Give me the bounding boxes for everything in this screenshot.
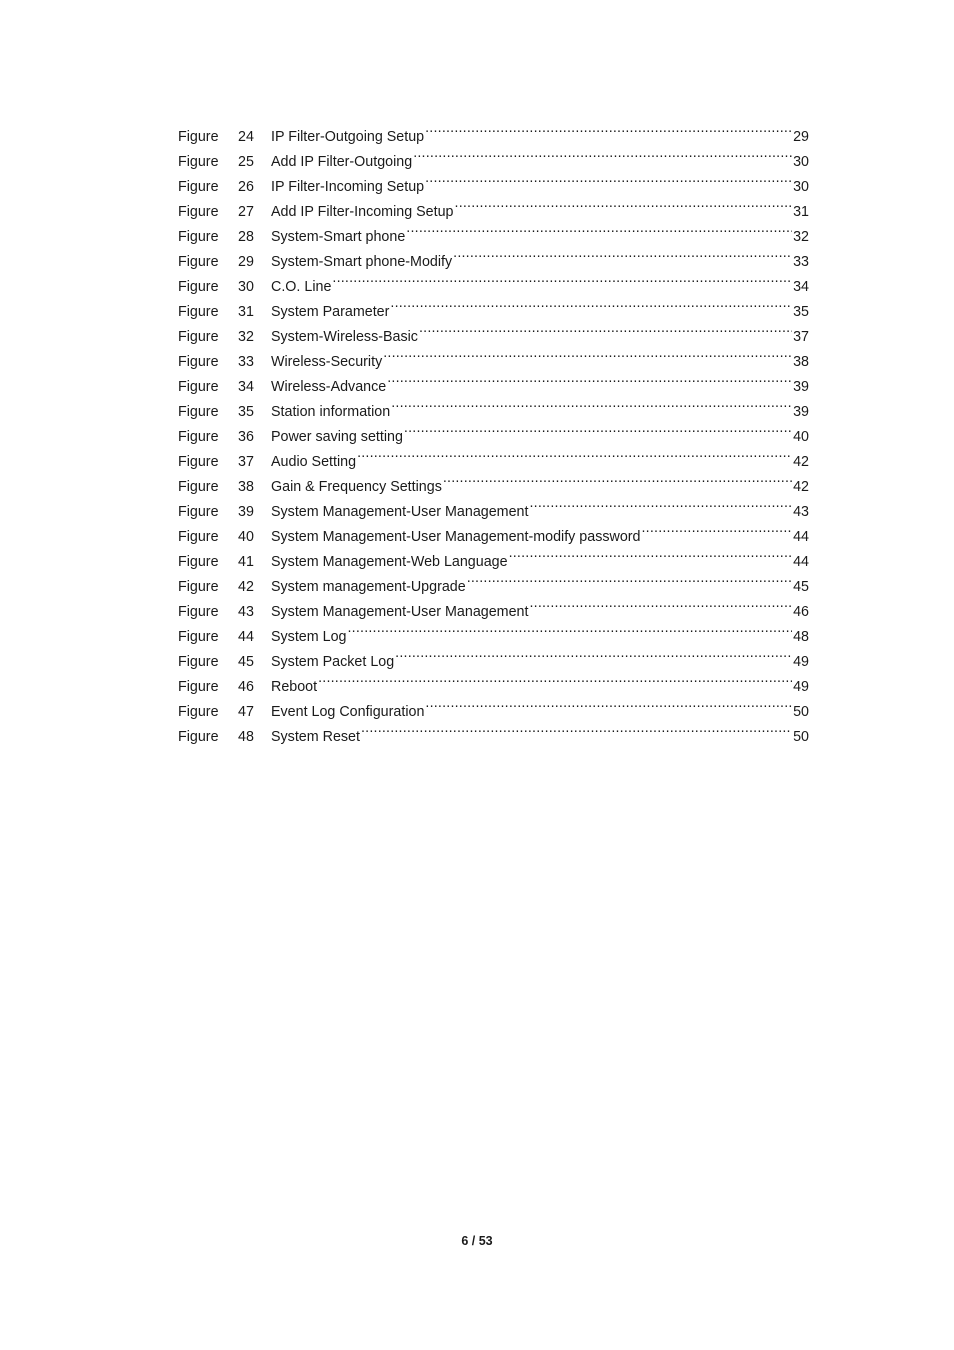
toc-entry-number: 35 bbox=[238, 404, 254, 420]
toc-entry-page-number: 44 bbox=[793, 554, 809, 570]
toc-entry-number: 26 bbox=[238, 179, 254, 195]
toc-entry-number: 45 bbox=[238, 654, 254, 670]
toc-entry-page-number: 34 bbox=[793, 279, 809, 295]
toc-entry-title: Add IP Filter-Incoming Setup bbox=[271, 204, 454, 220]
toc-entry-number: 38 bbox=[238, 479, 254, 495]
toc-entry-title: IP Filter-Outgoing Setup bbox=[271, 129, 425, 145]
toc-entry-title: Gain & Frequency Settings bbox=[271, 479, 442, 495]
toc-entry-label: Figure bbox=[178, 454, 219, 470]
dot-leader bbox=[425, 691, 792, 716]
toc-entry-title: Add IP Filter-Outgoing bbox=[271, 154, 413, 170]
toc-entry-label: Figure bbox=[178, 254, 219, 270]
toc-entry-label: Figure bbox=[178, 654, 219, 670]
toc-entry-label: Figure bbox=[178, 504, 219, 520]
toc-entry-number: 25 bbox=[238, 154, 254, 170]
dot-leader bbox=[383, 341, 792, 366]
dot-leader bbox=[413, 141, 792, 166]
toc-entry-label: Figure bbox=[178, 354, 219, 370]
toc-entry-page-number: 31 bbox=[793, 204, 809, 220]
toc-entry-title: System Management-Web Language bbox=[271, 554, 508, 570]
toc-entry-title: System Management-User Management bbox=[271, 604, 529, 620]
toc-entry-title: Event Log Configuration bbox=[271, 704, 425, 720]
toc-entry-label: Figure bbox=[178, 404, 219, 420]
toc-entry-title: System-Wireless-Basic bbox=[271, 329, 418, 345]
toc-entry-page-number: 32 bbox=[793, 229, 809, 245]
toc-entry-number: 24 bbox=[238, 129, 254, 145]
dot-leader bbox=[391, 391, 792, 416]
toc-entry-label: Figure bbox=[178, 479, 219, 495]
toc-entry-title: IP Filter-Incoming Setup bbox=[271, 179, 425, 195]
toc-entry-label: Figure bbox=[178, 629, 219, 645]
toc-entry-page-number: 40 bbox=[793, 429, 809, 445]
dot-leader bbox=[332, 266, 792, 291]
toc-entry-page-number: 43 bbox=[793, 504, 809, 520]
dot-leader bbox=[455, 191, 793, 216]
toc-entry-number: 43 bbox=[238, 604, 254, 620]
toc-entry-number: 32 bbox=[238, 329, 254, 345]
toc-entry-title: Reboot bbox=[271, 679, 318, 695]
toc-entry-label: Figure bbox=[178, 579, 219, 595]
toc-entry-label: Figure bbox=[178, 204, 219, 220]
toc-entry-title: System Log bbox=[271, 629, 347, 645]
toc-entry-page-number: 44 bbox=[793, 529, 809, 545]
toc-entry-page-number: 49 bbox=[793, 654, 809, 670]
dot-leader bbox=[443, 466, 792, 491]
toc-entry-number: 42 bbox=[238, 579, 254, 595]
dot-leader bbox=[467, 566, 792, 591]
toc-entry-page-number: 50 bbox=[793, 729, 809, 745]
toc-entry-number: 48 bbox=[238, 729, 254, 745]
toc-entry-title: Power saving setting bbox=[271, 429, 403, 445]
toc-entry-title: System Parameter bbox=[271, 304, 390, 320]
toc-entry-page-number: 39 bbox=[793, 404, 809, 420]
dot-leader bbox=[361, 716, 792, 741]
toc-entry-page-number: 45 bbox=[793, 579, 809, 595]
toc-entry-page-number: 38 bbox=[793, 354, 809, 370]
toc-entry-label: Figure bbox=[178, 679, 219, 695]
toc-entry-page-number: 46 bbox=[793, 604, 809, 620]
dot-leader bbox=[318, 666, 792, 691]
toc-entry-label: Figure bbox=[178, 154, 219, 170]
toc-entry-label: Figure bbox=[178, 704, 219, 720]
toc-entry-title: Audio Setting bbox=[271, 454, 357, 470]
toc-entry-page-number: 50 bbox=[793, 704, 809, 720]
toc-entry-title: C.O. Line bbox=[271, 279, 332, 295]
toc-entry-number: 39 bbox=[238, 504, 254, 520]
toc-entry-title: System Management-User Management bbox=[271, 504, 529, 520]
toc-entry-page-number: 30 bbox=[793, 154, 809, 170]
dot-leader bbox=[406, 216, 792, 241]
toc-entry-label: Figure bbox=[178, 429, 219, 445]
page-number-footer: 6 / 53 bbox=[461, 1234, 493, 1248]
toc-entry-label: Figure bbox=[178, 604, 219, 620]
toc-entry-number: 29 bbox=[238, 254, 254, 270]
toc-entry-page-number: 29 bbox=[793, 129, 809, 145]
toc-entry-number: 47 bbox=[238, 704, 254, 720]
dot-leader bbox=[348, 616, 793, 641]
dot-leader bbox=[529, 491, 792, 516]
toc-entry-number: 36 bbox=[238, 429, 254, 445]
toc-entry-page-number: 33 bbox=[793, 254, 809, 270]
toc-entry-label: Figure bbox=[178, 529, 219, 545]
toc-entry-number: 28 bbox=[238, 229, 254, 245]
toc-entry-number: 41 bbox=[238, 554, 254, 570]
toc-entry-title: System management-Upgrade bbox=[271, 579, 466, 595]
toc-entry-page-number: 30 bbox=[793, 179, 809, 195]
toc-entry-label: Figure bbox=[178, 179, 219, 195]
toc-entry-number: 33 bbox=[238, 354, 254, 370]
toc-entry-page-number: 42 bbox=[793, 454, 809, 470]
dot-leader bbox=[509, 541, 793, 566]
toc-entry-page-number: 48 bbox=[793, 629, 809, 645]
toc-entry-page-number: 39 bbox=[793, 379, 809, 395]
toc-entry-number: 34 bbox=[238, 379, 254, 395]
toc-entry-title: System Packet Log bbox=[271, 654, 395, 670]
toc-entry-title: System Management-User Management-modify password bbox=[271, 529, 641, 545]
toc-entry-title: Wireless-Security bbox=[271, 354, 383, 370]
toc-entry-page-number: 37 bbox=[793, 329, 809, 345]
toc-entry-title: Wireless-Advance bbox=[271, 379, 387, 395]
dot-leader bbox=[642, 516, 793, 541]
toc-entry-title: System-Smart phone-Modify bbox=[271, 254, 453, 270]
toc-entry-number: 46 bbox=[238, 679, 254, 695]
table-of-figures bbox=[178, 116, 809, 745]
toc-entry-figure-24[interactable] bbox=[178, 116, 809, 145]
dot-leader bbox=[387, 366, 792, 391]
toc-entry-number: 30 bbox=[238, 279, 254, 295]
dot-leader bbox=[529, 591, 792, 616]
dot-leader bbox=[395, 641, 792, 666]
dot-leader bbox=[425, 116, 792, 141]
toc-entry-page-number: 49 bbox=[793, 679, 809, 695]
toc-entry-number: 27 bbox=[238, 204, 254, 220]
dot-leader bbox=[357, 441, 792, 466]
toc-entry-label: Figure bbox=[178, 279, 219, 295]
toc-entry-label: Figure bbox=[178, 729, 219, 745]
dot-leader bbox=[390, 291, 792, 316]
toc-entry-label: Figure bbox=[178, 379, 219, 395]
toc-entry-number: 40 bbox=[238, 529, 254, 545]
toc-entry-page-number: 35 bbox=[793, 304, 809, 320]
dot-leader bbox=[404, 416, 792, 441]
toc-entry-label: Figure bbox=[178, 554, 219, 570]
toc-entry-title: Station information bbox=[271, 404, 391, 420]
toc-entry-number: 31 bbox=[238, 304, 254, 320]
toc-entry-page-number: 42 bbox=[793, 479, 809, 495]
toc-entry-number: 44 bbox=[238, 629, 254, 645]
dot-leader bbox=[425, 166, 792, 191]
toc-entry-label: Figure bbox=[178, 304, 219, 320]
toc-entry-title: System Reset bbox=[271, 729, 360, 745]
toc-entry-label: Figure bbox=[178, 129, 219, 145]
toc-entry-number: 37 bbox=[238, 454, 254, 470]
toc-entry-label: Figure bbox=[178, 329, 219, 345]
toc-entry-label: Figure bbox=[178, 229, 219, 245]
dot-leader bbox=[453, 241, 792, 266]
toc-entry-title: System-Smart phone bbox=[271, 229, 406, 245]
dot-leader bbox=[419, 316, 792, 341]
